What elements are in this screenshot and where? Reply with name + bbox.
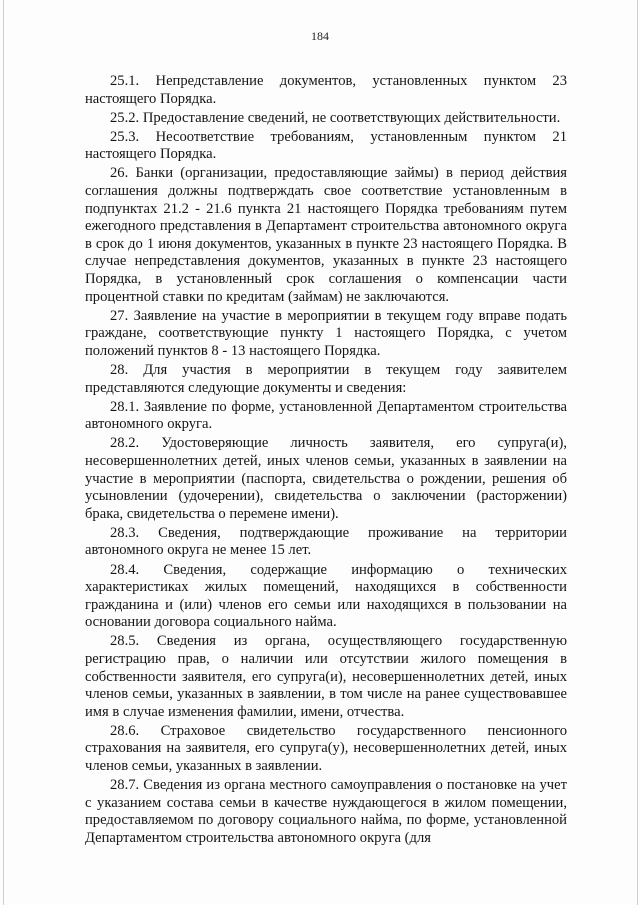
paragraph-26: 26. Банки (организации, предоставляющие займы) в период действия соглашения должны подтверждать свое соответствие установленным в подпунктах 21.2 - 21.6 пункта 21 настоящего Порядка требованиям путем ежегодного представления в Департамент строительства автономного округа в срок до 1 июня документов, указанных в пункте 23 настоящего Порядка. В случае непредставления документов, указанных в пункте 23 настоящего Порядка, в установленный срок соглашения о компенсации части процентной ставки по кредитам (займам) не заключаются. (85, 165, 567, 305)
paragraph-25-2: 25.2. Предоставление сведений, не соответствующих действительности. (110, 109, 561, 126)
paragraph-28-2: 28.2. Удостоверяющие личность заявителя, его супруга(и), несовершеннолетних детей, иных членов семьи, указанных в заявлении на участие в мероприятии (паспорта, свидетельства о рождении, решения об усыновлении (удочерении), свидетельства о заключении (расторжении) брака, свидетельства о перемене имени). (85, 435, 567, 522)
page-number: 184 (311, 29, 329, 43)
paragraph-28: 28. Для участия в мероприятии в текущем году заявителем представляются следующие документы и сведения: (85, 362, 567, 396)
scan-edge-right (637, 0, 638, 905)
paragraph-28-1: 28.1. Заявление по форме, установленной Департаментом строительства автономного округа. (85, 398, 567, 433)
paragraph-28-4: 28.4. Сведения, содержащие информацию о технических характеристиках жилых помещений, находящихся в собственности гражданина и (или) членов его семьи или находящихся в пользовании на основании договора социального найма. (85, 561, 567, 631)
scan-edge-left (3, 0, 4, 905)
paragraph-28-5: 28.5. Сведения из органа, осуществляющего государственную регистрацию прав, о наличии или отсутствии жилого помещения в собственности заявителя, его супруга(и), несовершеннолетних детей, иных членов семьи, указанных в заявлении, в том числе на ранее существовавшее имя в случае изменения фамилии, имени, отчества. (85, 633, 567, 720)
paragraph-27: 27. Заявление на участие в мероприятии в текущем году вправе подать граждане, соответствующие пункту 1 настоящего Порядка, с учетом положений пунктов 8 - 13 настоящего Порядка. (85, 307, 567, 359)
paragraph-28-3: 28.3. Сведения, подтверждающие проживание на территории автономного округа не менее 15 лет. (85, 524, 567, 559)
paragraph-25-1: 25.1. Непредставление документов, установленных пунктом 23 настоящего Порядка. (85, 73, 567, 107)
paragraph-28-6: 28.6. Страховое свидетельство государственного пенсионного страхования на заявителя, его супруга(у), несовершеннолетних детей, иных членов семьи, указанных в заявлении. (85, 722, 567, 775)
document-body (85, 73, 567, 849)
paragraph-25-3: 25.3. Несоответствие требованиям, установленным пунктом 21 настоящего Порядка. (85, 128, 567, 163)
paragraph-28-7: 28.7. Сведения из органа местного самоуправления о постановке на учет с указанием состава семьи в качестве нуждающегося в жилом помещении, предоставляемом по договору социального найма, по форме, установленной Департаментом строительства автономного округа (для (85, 777, 567, 846)
